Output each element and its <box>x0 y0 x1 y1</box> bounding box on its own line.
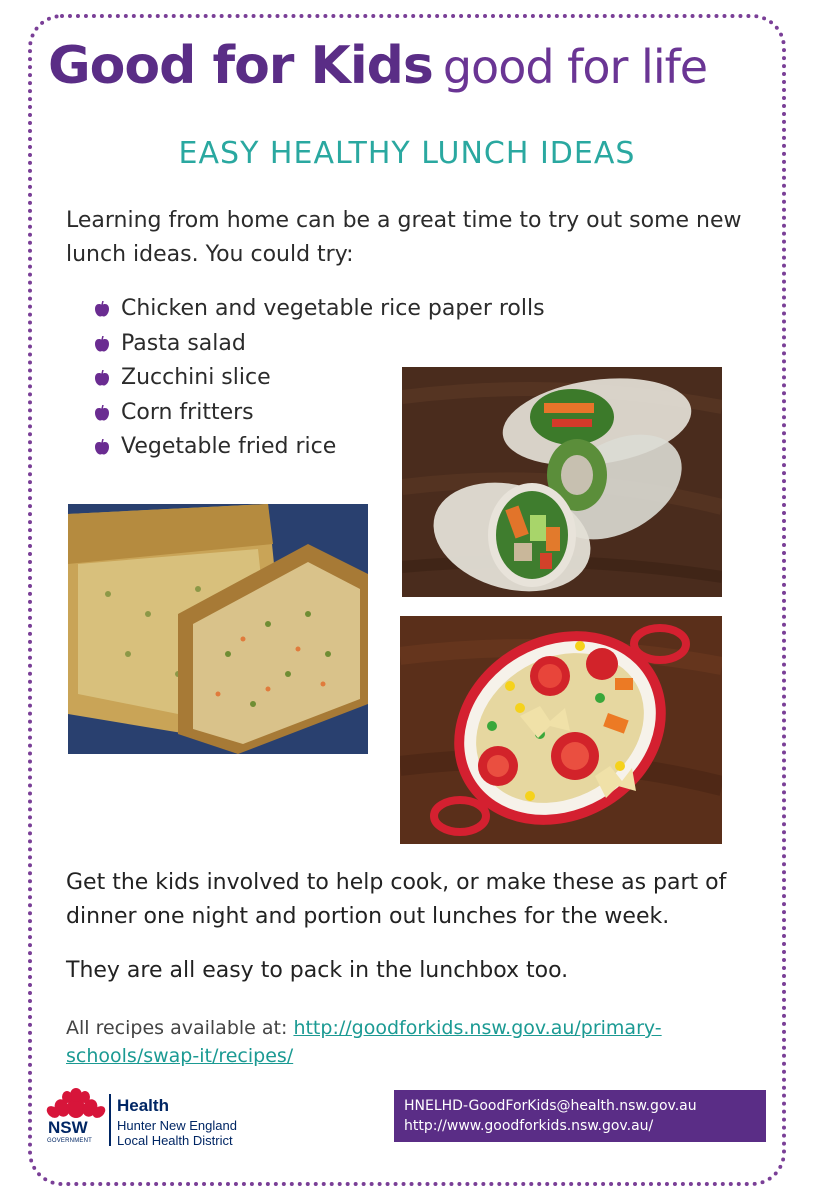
nsw-text: NSW <box>48 1118 88 1137</box>
list-item-label: Pasta salad <box>121 330 246 356</box>
waratah-icon <box>46 1088 106 1120</box>
apple-icon <box>94 405 110 422</box>
district-label <box>117 1118 237 1148</box>
contact-website[interactable]: http://www.goodforkids.nsw.gov.au/ <box>404 1118 654 1134</box>
district-line-1: Hunter New England <box>117 1118 237 1133</box>
list-item-label: Vegetable fried rice <box>121 434 337 459</box>
nsw-health-logo <box>46 1088 286 1158</box>
list-item <box>94 292 545 327</box>
district-line-2: Local Health District <box>117 1133 233 1148</box>
list-item-label: Chicken and vegetable rice paper rolls <box>121 296 545 321</box>
health-label: Health <box>117 1096 169 1115</box>
page-subtitle: EASY HEALTHY LUNCH IDEAS <box>178 136 636 171</box>
government-text: GOVERNMENT <box>47 1138 93 1144</box>
list-item <box>94 327 545 362</box>
intro-paragraph: Learning from home can be a great time to try out some new lunch ideas. You could try: <box>66 208 742 267</box>
recipes-note <box>66 1014 766 1070</box>
brand-bold-text: Good for Kids <box>48 36 433 96</box>
apple-icon <box>94 370 110 387</box>
logo-divider <box>109 1094 111 1146</box>
recipes-label: All recipes available at: <box>66 1017 288 1039</box>
brand-light-text: good for life <box>442 40 708 94</box>
lunchbox-paragraph: They are all easy to pack in the lunchbox too. <box>66 958 569 983</box>
apple-icon <box>94 336 110 353</box>
list-item-label: Zucchini slice <box>121 365 271 390</box>
pasta-salad-photo <box>400 616 722 844</box>
recipes-link[interactable]: http://goodforkids.nsw.gov.au/primary-schools/swap-it/recipes/ <box>66 1017 662 1067</box>
zucchini-slice-photo <box>68 504 368 754</box>
contact-box <box>394 1090 766 1142</box>
cooking-tip-paragraph: Get the kids involved to help cook, or make these as part of dinner one night and portion out lunches for the week. <box>66 870 727 929</box>
apple-icon <box>94 301 110 318</box>
contact-email[interactable]: HNELHD-GoodForKids@health.nsw.gov.au <box>404 1098 697 1114</box>
apple-icon <box>94 439 110 456</box>
list-item-label: Corn fritters <box>121 399 254 425</box>
brand-logotype <box>48 36 707 96</box>
rice-paper-rolls-photo <box>402 367 722 597</box>
